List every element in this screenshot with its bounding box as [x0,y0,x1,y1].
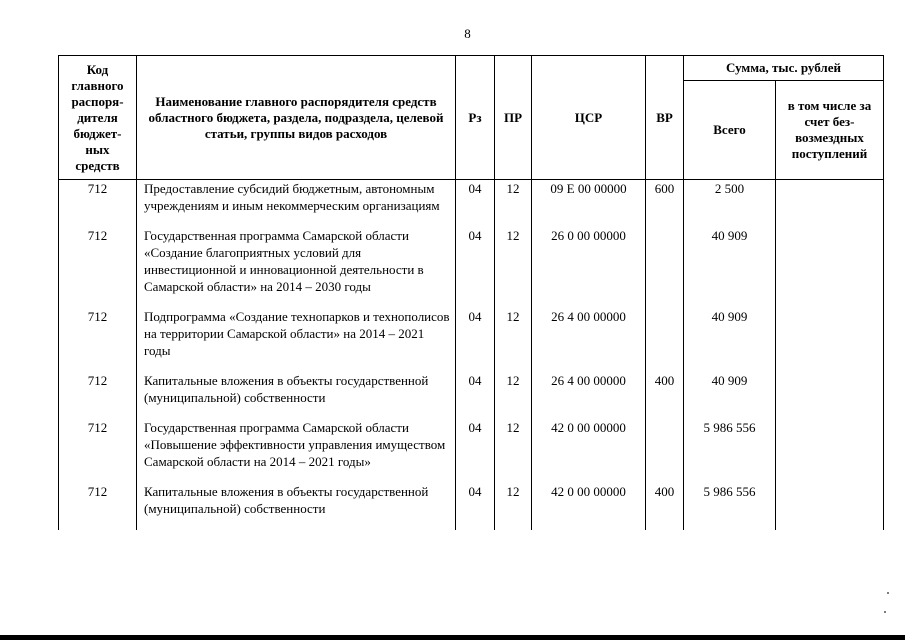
bottom-rule [0,635,905,640]
cell-vr: 400 [646,483,684,530]
header-pr: ПР [495,56,532,180]
cell-rz: 04 [456,483,495,530]
header-sum: Сумма, тыс. рублей [684,56,884,81]
header-name: Наименование главного распорядителя средств областного бюджета, раздела, подраздела, целевой статьи, группы видов расходов [137,56,456,180]
cell-rz: 04 [456,180,495,228]
cell-code: 712 [59,227,137,308]
header-free: в том числе за счет без- возмездных поступлений [776,81,884,180]
cell-code: 712 [59,180,137,228]
table-row [59,180,884,228]
cell-name: Капитальные вложения в объекты государственной (муниципальной) собственности [137,372,456,419]
cell-total: 40 909 [684,227,776,308]
scan-speck [884,611,886,613]
cell-csr: 26 4 00 00000 [532,372,646,419]
table-row [59,372,884,419]
cell-rz: 04 [456,419,495,483]
header-code: Код главного распоря- дителя бюджет- ных средств [59,56,137,180]
cell-code: 712 [59,372,137,419]
cell-name: Подпрограмма «Создание технопарков и технополисов на территории Самарской области» на 2014 – 2021 годы [137,308,456,372]
cell-pr: 12 [495,227,532,308]
cell-total: 40 909 [684,372,776,419]
table-body [59,180,884,531]
cell-vr: 400 [646,372,684,419]
cell-pr: 12 [495,372,532,419]
cell-csr: 09 Е 00 00000 [532,180,646,228]
cell-vr: 600 [646,180,684,228]
cell-total: 5 986 556 [684,419,776,483]
budget-table [58,55,884,530]
cell-vr [646,419,684,483]
page-number: 8 [464,26,471,41]
cell-csr: 26 4 00 00000 [532,308,646,372]
cell-name: Предоставление субсидий бюджетным, автономным учреждениям и иным некоммерческим организациям [137,180,456,228]
cell-csr: 42 0 00 00000 [532,419,646,483]
cell-free [776,483,884,530]
cell-name: Государственная программа Самарской области «Создание благоприятных условий для инвестиционной и инновационной деятельности в Самарской области» на 2014 – 2030 годы [137,227,456,308]
cell-code: 712 [59,483,137,530]
cell-total: 5 986 556 [684,483,776,530]
cell-name: Капитальные вложения в объекты государственной (муниципальной) собственности [137,483,456,530]
header-total: Всего [684,81,776,180]
cell-name: Государственная программа Самарской области «Повышение эффективности управления имуществом Самарской области на 2014 – 2021 годы» [137,419,456,483]
cell-total: 40 909 [684,308,776,372]
cell-vr [646,308,684,372]
cell-free [776,227,884,308]
scan-speck [887,592,889,594]
cell-rz: 04 [456,308,495,372]
cell-pr: 12 [495,419,532,483]
cell-rz: 04 [456,372,495,419]
header-rz: Рз [456,56,495,180]
cell-pr: 12 [495,308,532,372]
table-row [59,227,884,308]
table-row [59,483,884,530]
header-vr: ВР [646,56,684,180]
cell-total: 2 500 [684,180,776,228]
cell-vr [646,227,684,308]
cell-free [776,372,884,419]
cell-free [776,308,884,372]
table-row [59,308,884,372]
cell-pr: 12 [495,180,532,228]
cell-rz: 04 [456,227,495,308]
cell-csr: 42 0 00 00000 [532,483,646,530]
cell-code: 712 [59,308,137,372]
header-csr: ЦСР [532,56,646,180]
cell-code: 712 [59,419,137,483]
cell-free [776,180,884,228]
cell-free [776,419,884,483]
cell-pr: 12 [495,483,532,530]
table-row [59,419,884,483]
cell-csr: 26 0 00 00000 [532,227,646,308]
